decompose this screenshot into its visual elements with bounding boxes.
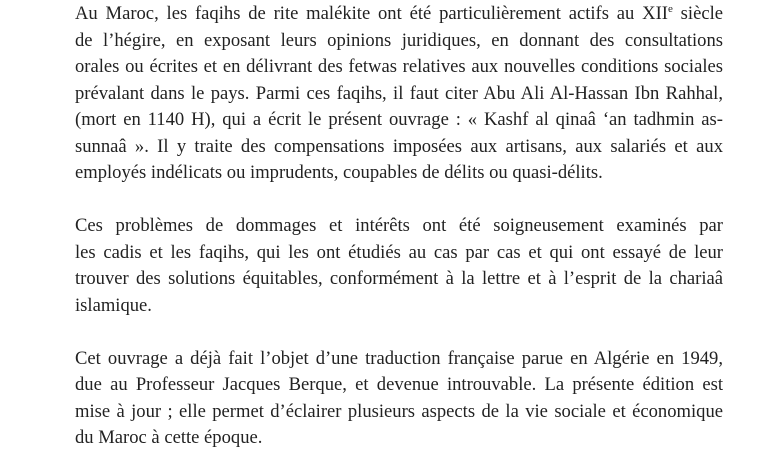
paragraph-spacer [48,319,723,346]
paragraph-3-line-3: mise à jour ; elle permet d’éclairer plusieurs aspects de la vie sociale et économique [75,400,723,422]
paragraph-1 [48,0,723,187]
paragraph-3-line-1: Cet ouvrage a déjà fait l’objet d’une traduction française parue en Algérie en 1949, [75,347,723,369]
paragraph-3 [48,346,723,452]
paragraph-1-line-5: (mort en 1140 H), qui a écrit le présent ouvrage : « Kashf al qinaâ ‘an tadhmin as- [75,109,723,130]
paragraph-1-line-4: prévalant dans le pays. Parmi ces faqihs, il faut citer Abu Ali Al-Hassan Ibn Rahhal, [75,82,723,104]
paragraph-1-line-2: de l’hégire, en exposant leurs opinions juridiques, en donnant des consultations [75,29,723,51]
paragraph-2-line-2: les cadis et les faqihs, qui les ont étudiés au cas par cas et qui ont essayé de leur [75,241,723,263]
paragraph-1-line-1 [48,1,723,28]
paragraph-2 [48,213,723,319]
paragraph-2-line-1: Ces problèmes de dommages et intérêts ont été soigneusement examinés par [75,215,723,236]
century-superscript: e [667,3,673,15]
paragraph-1-line-6: sunnaâ ». Il y traite des compensations imposées aux artisans, aux salariés et aux [75,135,723,157]
paragraph-spacer [48,187,723,214]
document-page [48,0,723,452]
paragraph-2-line-3: trouver des solutions équitables, conformément à la lettre et à l’esprit de la chariaâ [75,268,723,289]
paragraph-3-line-4: du Maroc à cette époque. [75,427,263,448]
paragraph-3-line-2: due au Professeur Jacques Berque, et devenue introuvable. La présente édition est [75,374,723,395]
paragraph-1-line-1-text: Au Maroc, les faqihs de rite malékite ont été particulièrement actifs au XII [75,3,668,24]
paragraph-1-line-1-tail: siècle [672,3,723,24]
paragraph-1-line-3: orales ou écrites et en délivrant des fetwas relatives aux nouvelles conditions sociales [75,56,723,77]
paragraph-2-line-4: islamique. [75,294,152,316]
paragraph-1-line-7: employés indélicats ou imprudents, coupables de délits ou quasi-délits. [75,162,603,183]
